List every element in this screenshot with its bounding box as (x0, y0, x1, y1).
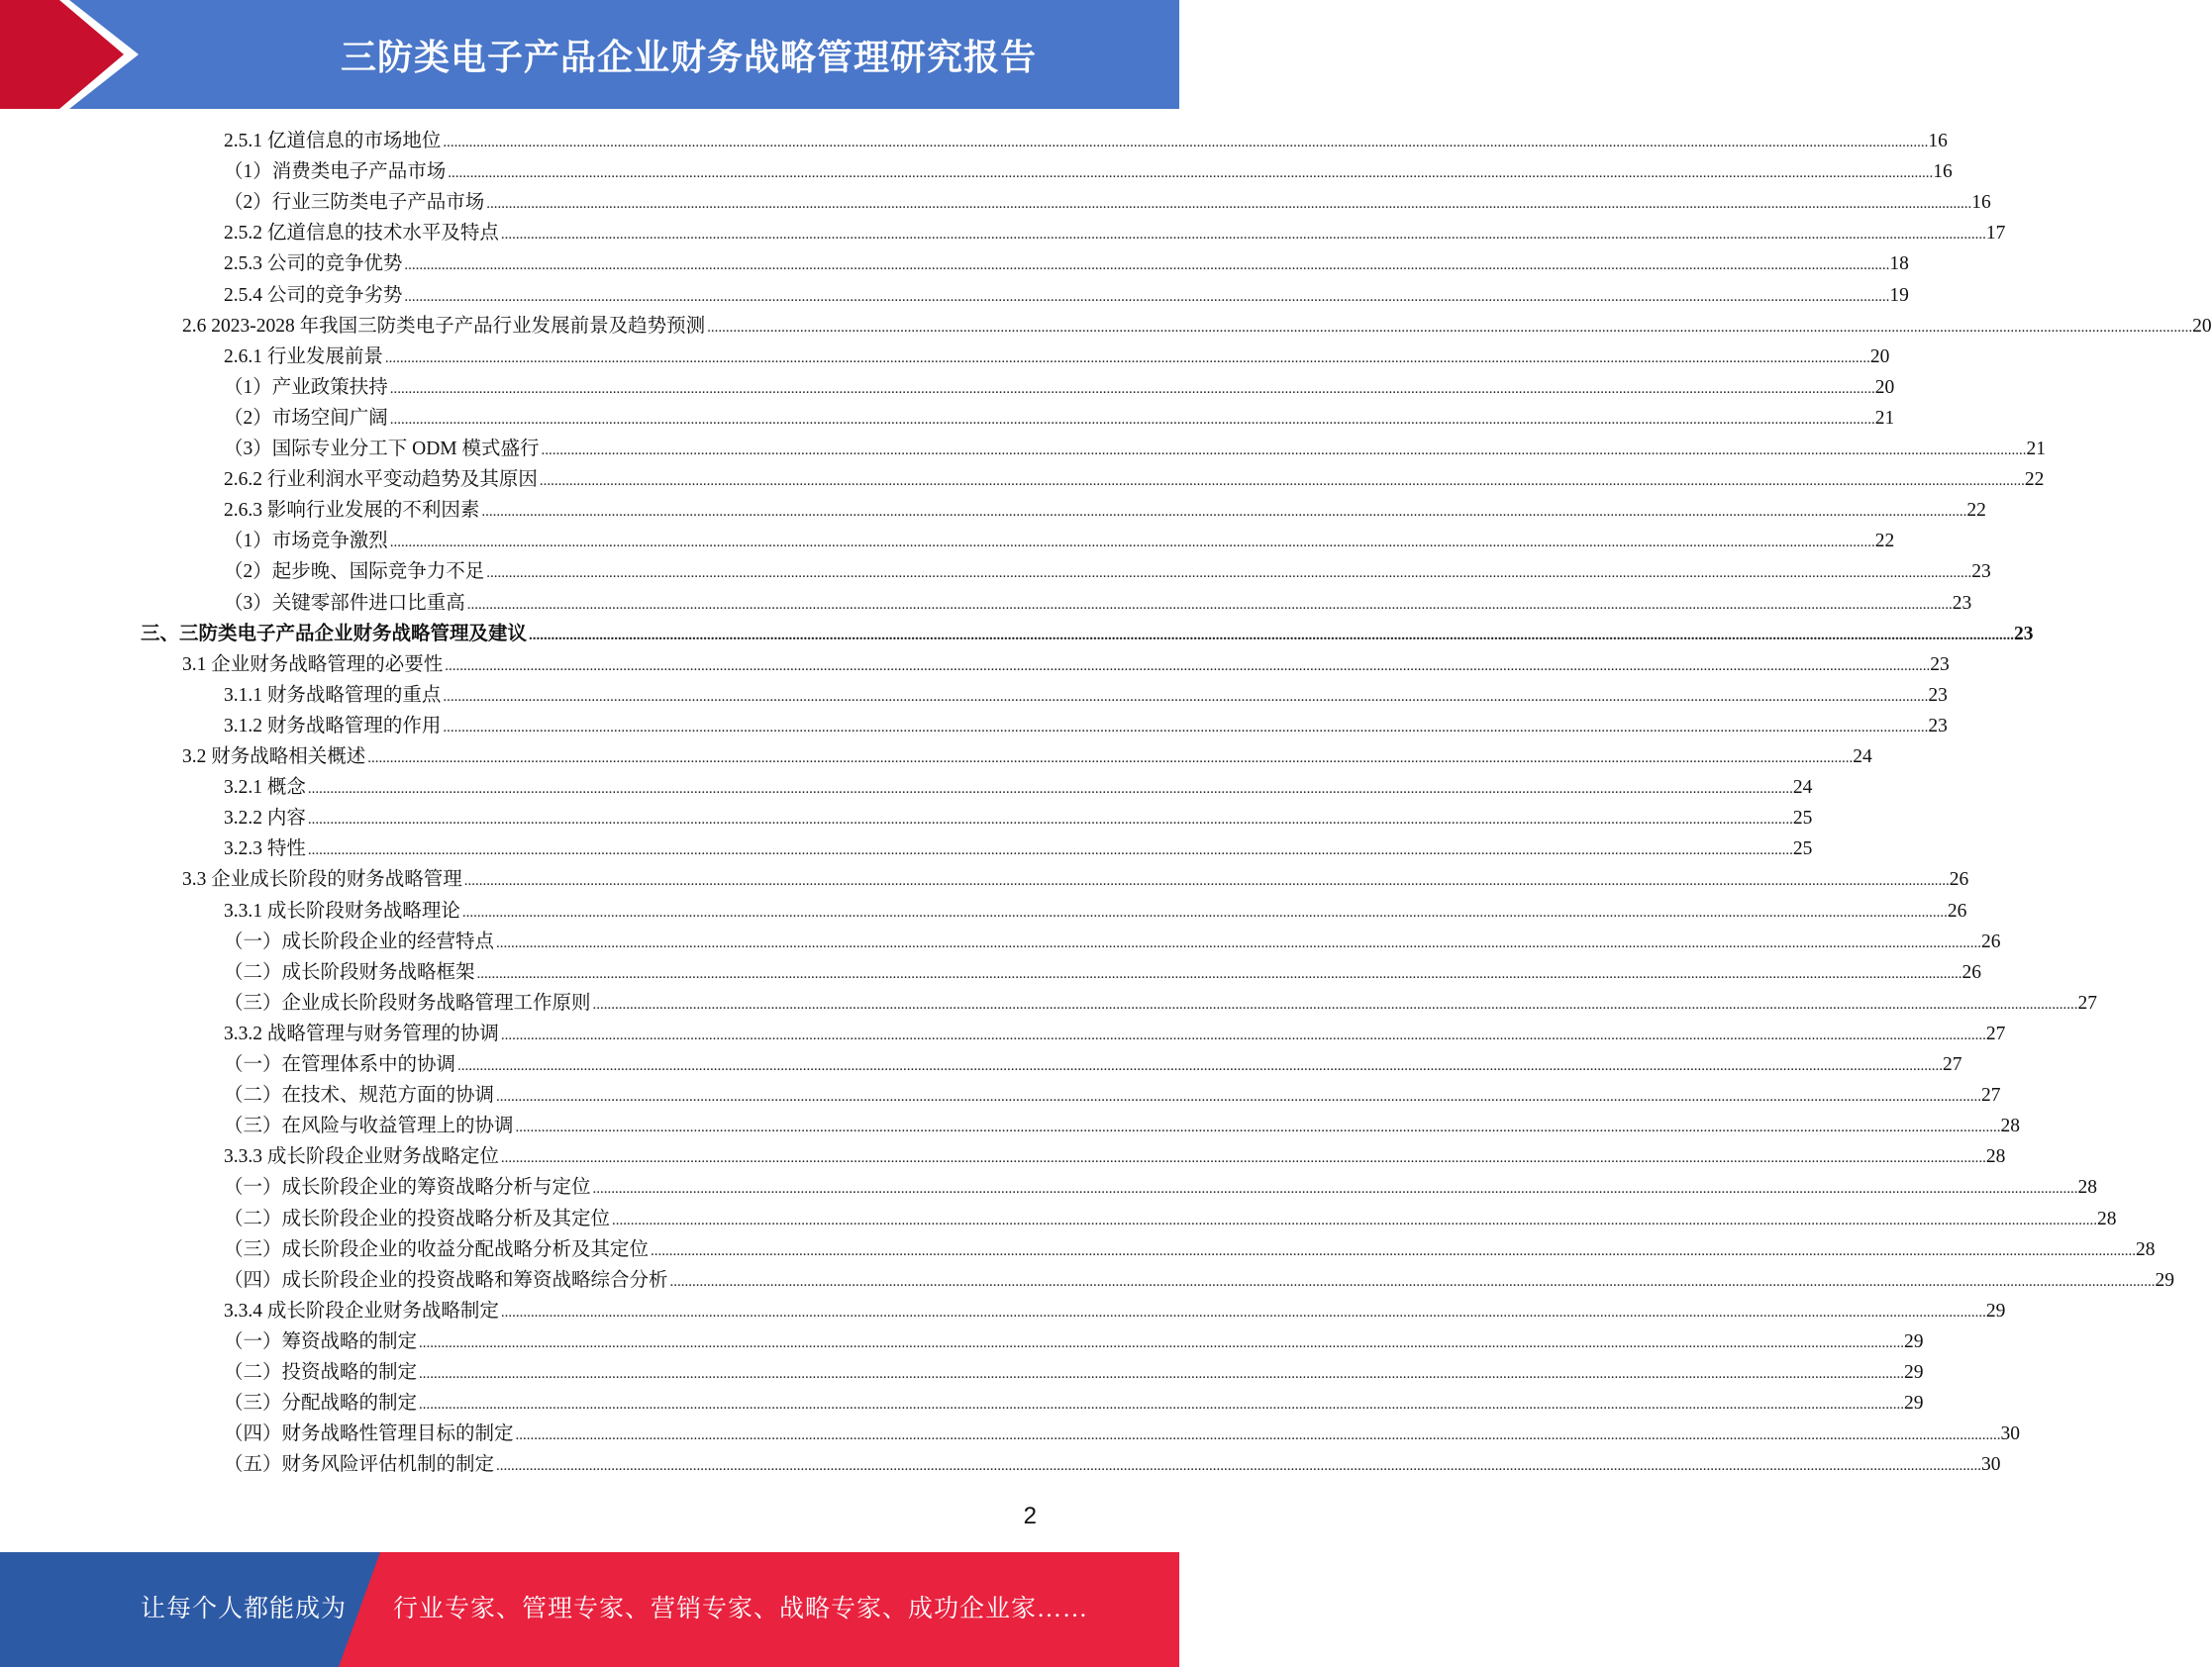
toc-entry-page: 30 (2000, 1423, 2021, 1445)
toc-entry[interactable] (224, 1111, 2021, 1141)
toc-leader-dots: ................................................................................................................................................................................................................................................................................................................................................................................................................ (419, 1397, 1905, 1414)
toc-leader-dots: ................................................................................................................................................................................................................................................................................................................................................................................................................ (307, 781, 1793, 798)
toc-entry-label: （1）市场竞争激烈 (224, 531, 388, 552)
toc-entry-page: 16 (1928, 131, 1948, 151)
page-number: 2 (1023, 1503, 1037, 1529)
toc-entry-label: （一）成长阶段企业的筹资战略分析与定位 (224, 1177, 591, 1199)
footer-slogan-left: 让每个人都能成为 (141, 1596, 348, 1622)
toc-entry[interactable] (224, 1019, 2006, 1049)
footer-slogan-right: 行业专家、管理专家、营销专家、战略专家、成功企业家…… (393, 1596, 1089, 1622)
toc-entry-page: 20 (1874, 376, 1895, 398)
toc-entry-page: 20 (1869, 345, 1890, 367)
toc-entry-label: （一）在管理体系中的协调 (224, 1054, 456, 1075)
toc-entry-page: 24 (1792, 777, 1813, 799)
toc-entry[interactable] (182, 649, 1950, 680)
toc-entry-page: 27 (1985, 1023, 2006, 1044)
toc-entry-page: 19 (1889, 284, 1909, 306)
toc-leader-dots: ................................................................................................................................................................................................................................................................................................................................................................................................................ (515, 1427, 2001, 1444)
toc-entry-label: （3）关键零部件进口比重高 (224, 592, 465, 614)
toc-leader-dots: ................................................................................................................................................................................................................................................................................................................................................................................................................ (443, 135, 1929, 150)
toc-entry-label: 3.2.2 内容 (224, 808, 306, 830)
toc-entry-label: （三）企业成长阶段财务战略管理工作原则 (224, 992, 591, 1014)
toc-leader-dots: ................................................................................................................................................................................................................................................................................................................................................................................................................ (500, 1150, 1986, 1167)
toc-leader-dots: ................................................................................................................................................................................................................................................................................................................................................................................................................ (463, 873, 1950, 890)
page-footer (0, 1552, 1179, 1667)
toc-entry-page: 28 (1985, 1146, 2006, 1168)
toc-leader-dots: ................................................................................................................................................................................................................................................................................................................................................................................................................ (461, 904, 1948, 921)
toc-leader-dots: ................................................................................................................................................................................................................................................................................................................................................................................................................ (307, 842, 1793, 859)
toc-leader-dots: ................................................................................................................................................................................................................................................................................................................................................................................................................ (500, 1304, 1986, 1321)
toc-entry-label: （一）成长阶段企业的经营特点 (224, 931, 495, 952)
toc-entry[interactable] (224, 1080, 2001, 1111)
toc-entry-page: 18 (1889, 253, 1909, 275)
toc-leader-dots: ................................................................................................................................................................................................................................................................................................................................................................................................................ (592, 1181, 2078, 1198)
toc-entry-page: 23 (2014, 623, 2034, 644)
toc-entry-page: 22 (1874, 531, 1895, 552)
toc-entry-page: 23 (1930, 653, 1950, 675)
toc-leader-dots: ................................................................................................................................................................................................................................................................................................................................................................................................................ (419, 1366, 1905, 1382)
toc-leader-dots: ................................................................................................................................................................................................................................................................................................................................................................................................................ (486, 565, 1972, 582)
toc-entry-label: （四）财务战略性管理目标的制定 (224, 1423, 514, 1445)
toc-entry-label: 三、三防类电子产品企业财务战略管理及建议 (141, 623, 528, 644)
toc-entry-label: 3.3.1 成长阶段财务战略理论 (224, 900, 460, 922)
toc-entry[interactable] (224, 588, 1972, 619)
toc-leader-dots: ................................................................................................................................................................................................................................................................................................................................................................................................................ (367, 750, 1854, 766)
toc-entry[interactable] (224, 1204, 2117, 1234)
toc-entry-label: 3.3 企业成长阶段的财务战略管理 (182, 869, 462, 891)
toc-leader-dots: ................................................................................................................................................................................................................................................................................................................................................................................................................ (496, 934, 1982, 951)
toc-entry[interactable] (224, 1357, 1924, 1388)
toc-leader-dots: ................................................................................................................................................................................................................................................................................................................................................................................................................ (389, 380, 1875, 397)
toc-leader-dots: ................................................................................................................................................................................................................................................................................................................................................................................................................ (389, 535, 1875, 551)
toc-entry-label: 3.1 企业财务战略管理的必要性 (182, 653, 444, 675)
toc-entry[interactable] (224, 772, 1813, 803)
toc-entry[interactable] (224, 1049, 1962, 1080)
toc-entry[interactable] (182, 311, 2212, 342)
toc-entry[interactable] (224, 280, 1909, 311)
toc-leader-dots: ................................................................................................................................................................................................................................................................................................................................................................................................................ (541, 442, 2027, 458)
toc-entry-page: 29 (1904, 1393, 1924, 1415)
toc-entry-page: 27 (1981, 1085, 2001, 1107)
toc-leader-dots: ................................................................................................................................................................................................................................................................................................................................................................................................................ (592, 996, 2078, 1013)
toc-entry[interactable] (224, 403, 1895, 434)
toc-entry-label: （三）分配战略的制定 (224, 1393, 418, 1415)
toc-entry-label: （二）成长阶段财务战略框架 (224, 961, 475, 983)
toc-entry[interactable] (224, 342, 1890, 372)
toc-entry-label: 3.2 财务战略相关概述 (182, 746, 366, 767)
page-header (0, 0, 1179, 109)
toc-entry-label: （2）行业三防类电子产品市场 (224, 192, 485, 214)
toc-entry-page: 26 (1947, 900, 1967, 922)
toc-entry-page: 23 (1928, 715, 1948, 736)
toc-entry-label: 3.2.1 概念 (224, 777, 306, 799)
toc-entry-page: 27 (1943, 1054, 1962, 1075)
toc-entry[interactable] (224, 1326, 1924, 1357)
toc-entry-label: 2.6.3 影响行业发展的不利因素 (224, 500, 480, 522)
toc-entry[interactable] (224, 495, 1986, 526)
toc-leader-dots: ................................................................................................................................................................................................................................................................................................................................................................................................................ (443, 688, 1929, 705)
toc-leader-dots: ................................................................................................................................................................................................................................................................................................................................................................................................................ (539, 473, 2025, 490)
toc-leader-dots: ................................................................................................................................................................................................................................................................................................................................................................................................................ (466, 596, 1953, 613)
toc-entry-label: （二）成长阶段企业的投资战略分析及其定位 (224, 1208, 611, 1229)
toc-entry[interactable] (224, 1388, 1924, 1419)
toc-entry-label: 2.5.4 公司的竞争劣势 (224, 284, 403, 306)
toc-entry-label: （二）在技术、规范方面的协调 (224, 1085, 495, 1107)
toc-entry[interactable] (224, 556, 1991, 587)
document-title: 三防类电子产品企业财务战略管理研究报告 (340, 37, 1037, 78)
toc-leader-dots: ................................................................................................................................................................................................................................................................................................................................................................................................................ (419, 1334, 1905, 1351)
toc-entry[interactable] (224, 1172, 2098, 1203)
toc-entry-label: （一）筹资战略的制定 (224, 1330, 418, 1352)
toc-entry-page: 28 (2136, 1238, 2156, 1260)
toc-entry-label: （三）在风险与收益管理上的协调 (224, 1116, 514, 1137)
toc-entry-page: 25 (1792, 808, 1813, 830)
toc-entry-page: 16 (1933, 161, 1953, 183)
toc-entry-page: 27 (2077, 992, 2098, 1014)
toc-leader-dots: ................................................................................................................................................................................................................................................................................................................................................................................................................ (389, 411, 1875, 428)
toc-entry[interactable] (224, 526, 1895, 556)
toc-entry-page: 24 (1853, 746, 1872, 767)
toc-entry-page: 28 (2097, 1208, 2117, 1229)
toc-entry-page: 21 (1874, 407, 1895, 429)
toc-leader-dots: ................................................................................................................................................................................................................................................................................................................................................................................................................ (448, 165, 1934, 182)
toc-entry-label: （三）成长阶段企业的收益分配战略分析及其定位 (224, 1238, 650, 1260)
toc-entry-label: 3.3.3 成长阶段企业财务战略定位 (224, 1146, 499, 1168)
toc-entry-page: 26 (1949, 869, 1969, 891)
toc-leader-dots: ................................................................................................................................................................................................................................................................................................................................................................................................................ (669, 1273, 2156, 1290)
toc-leader-dots: ................................................................................................................................................................................................................................................................................................................................................................................................................ (500, 1027, 1986, 1043)
toc-entry-label: 2.6.1 行业发展前景 (224, 345, 383, 367)
toc-entry-label: （2）起步晚、国际竞争力不足 (224, 561, 485, 583)
toc-entry-label: 3.1.2 财务战略管理的作用 (224, 715, 442, 736)
toc-entry-label: 2.5.1 亿道信息的市场地位 (224, 131, 442, 151)
toc-entry[interactable] (224, 1449, 2001, 1480)
toc-entry-label: （1）消费类电子产品市场 (224, 161, 447, 183)
toc-entry[interactable] (224, 434, 2047, 464)
toc-entry[interactable] (141, 619, 2034, 649)
toc-entry[interactable] (224, 711, 1948, 741)
toc-entry[interactable] (224, 680, 1948, 711)
toc-entry-page: 26 (1961, 961, 1982, 983)
toc-entry[interactable] (224, 218, 2006, 248)
toc-leader-dots: ................................................................................................................................................................................................................................................................................................................................................................................................................ (486, 196, 1972, 213)
toc-leader-dots: ................................................................................................................................................................................................................................................................................................................................................................................................................ (612, 1212, 2098, 1228)
toc-entry-label: 2.5.2 亿道信息的技术水平及特点 (224, 223, 499, 245)
toc-entry-label: 3.1.1 财务战略管理的重点 (224, 684, 442, 706)
toc-leader-dots: ................................................................................................................................................................................................................................................................................................................................................................................................................ (443, 719, 1929, 735)
toc-entry-label: （1）产业政策扶持 (224, 376, 388, 398)
toc-leader-dots: ................................................................................................................................................................................................................................................................................................................................................................................................................ (651, 1242, 2137, 1259)
toc-leader-dots: ................................................................................................................................................................................................................................................................................................................................................................................................................ (500, 227, 1986, 244)
toc-entry[interactable] (182, 741, 1872, 772)
toc-entry[interactable] (224, 957, 1982, 988)
toc-entry-page: 29 (1904, 1362, 1924, 1383)
toc-entry-page: 23 (1928, 684, 1948, 706)
toc-leader-dots: ................................................................................................................................................................................................................................................................................................................................................................................................................ (476, 965, 1962, 982)
toc-entry-label: 2.6 2023-2028 年我国三防类电子产品行业发展前景及趋势预测 (182, 315, 706, 337)
toc-entry-page: 16 (1971, 192, 1991, 214)
toc-entry-page: 22 (1966, 500, 1986, 522)
toc-entry-page: 26 (1981, 931, 2001, 952)
toc-entry-page: 29 (2155, 1269, 2175, 1291)
toc-entry[interactable] (224, 464, 2045, 495)
toc-entry-label: （二）投资战略的制定 (224, 1362, 418, 1383)
toc-entry[interactable] (224, 1265, 2175, 1296)
toc-leader-dots: ................................................................................................................................................................................................................................................................................................................................................................................................................ (496, 1089, 1982, 1106)
toc-entry[interactable] (224, 156, 1953, 187)
toc-entry[interactable] (224, 927, 2001, 957)
toc-entry-label: （2）市场空间广阔 (224, 407, 388, 429)
toc-entry[interactable] (224, 834, 1813, 864)
toc-entry-page: 30 (1981, 1454, 2001, 1476)
toc-entry-page: 29 (1904, 1330, 1924, 1352)
toc-entry-page: 20 (2192, 315, 2212, 337)
toc-leader-dots: ................................................................................................................................................................................................................................................................................................................................................................................................................ (307, 812, 1793, 829)
toc-entry-label: （五）财务风险评估机制的制定 (224, 1454, 495, 1476)
toc-entry[interactable] (224, 187, 1991, 218)
toc-leader-dots: ................................................................................................................................................................................................................................................................................................................................................................................................................ (496, 1458, 1982, 1475)
toc-entry[interactable] (224, 1419, 2021, 1449)
toc-entry-page: 22 (2024, 469, 2045, 491)
toc-leader-dots: ................................................................................................................................................................................................................................................................................................................................................................................................................ (707, 319, 2193, 336)
toc-leader-dots: ................................................................................................................................................................................................................................................................................................................................................................................................................ (457, 1058, 1944, 1074)
toc-entry[interactable] (224, 896, 1967, 927)
toc-entry-page: 29 (1985, 1300, 2006, 1322)
toc-entry-page: 28 (2077, 1177, 2098, 1199)
toc-leader-dots: ................................................................................................................................................................................................................................................................................................................................................................................................................ (404, 288, 1890, 305)
toc-leader-dots: ................................................................................................................................................................................................................................................................................................................................................................................................................ (445, 657, 1931, 674)
toc-entry[interactable] (224, 1141, 2006, 1172)
toc-entry[interactable] (224, 1234, 2156, 1265)
toc-entry[interactable] (224, 1296, 2006, 1326)
toc-entry-label: 3.3.4 成长阶段企业财务战略制定 (224, 1300, 499, 1322)
toc-entry-page: 28 (2000, 1116, 2021, 1137)
toc-entry[interactable] (224, 372, 1895, 403)
toc-entry-page: 23 (1971, 561, 1991, 583)
toc-entry-page: 25 (1792, 838, 1813, 860)
toc-leader-dots: ................................................................................................................................................................................................................................................................................................................................................................................................................ (384, 349, 1870, 366)
toc-entry[interactable] (224, 988, 2098, 1019)
toc-leader-dots: ................................................................................................................................................................................................................................................................................................................................................................................................................ (515, 1120, 2001, 1136)
toc-entry-label: （3）国际专业分工下 ODM 模式盛行 (224, 439, 540, 459)
toc-entry[interactable] (224, 126, 1948, 156)
toc-entry-label: 3.2.3 特性 (224, 838, 306, 860)
toc-entry-page: 17 (1985, 223, 2006, 245)
toc-entry-page: 21 (2026, 439, 2047, 459)
toc-leader-dots: ................................................................................................................................................................................................................................................................................................................................................................................................................ (481, 504, 1967, 521)
header-chevron-icon (0, 0, 158, 109)
toc-entry[interactable] (224, 248, 1909, 279)
toc-entry[interactable] (224, 803, 1813, 834)
toc-entry-label: （四）成长阶段企业的投资战略和筹资战略综合分析 (224, 1269, 668, 1291)
toc-leader-dots: ................................................................................................................................................................................................................................................................................................................................................................................................................ (404, 257, 1890, 274)
toc-entry-label: 2.5.3 公司的竞争优势 (224, 253, 403, 275)
toc-entry-label: 3.3.2 战略管理与财务管理的协调 (224, 1023, 499, 1044)
toc-entry-page: 23 (1952, 592, 1972, 614)
toc-entry[interactable] (182, 864, 1969, 895)
toc-entry-label: 2.6.2 行业利润水平变动趋势及其原因 (224, 469, 538, 491)
toc-leader-dots: ................................................................................................................................................................................................................................................................................................................................................................................................................ (529, 627, 2015, 643)
